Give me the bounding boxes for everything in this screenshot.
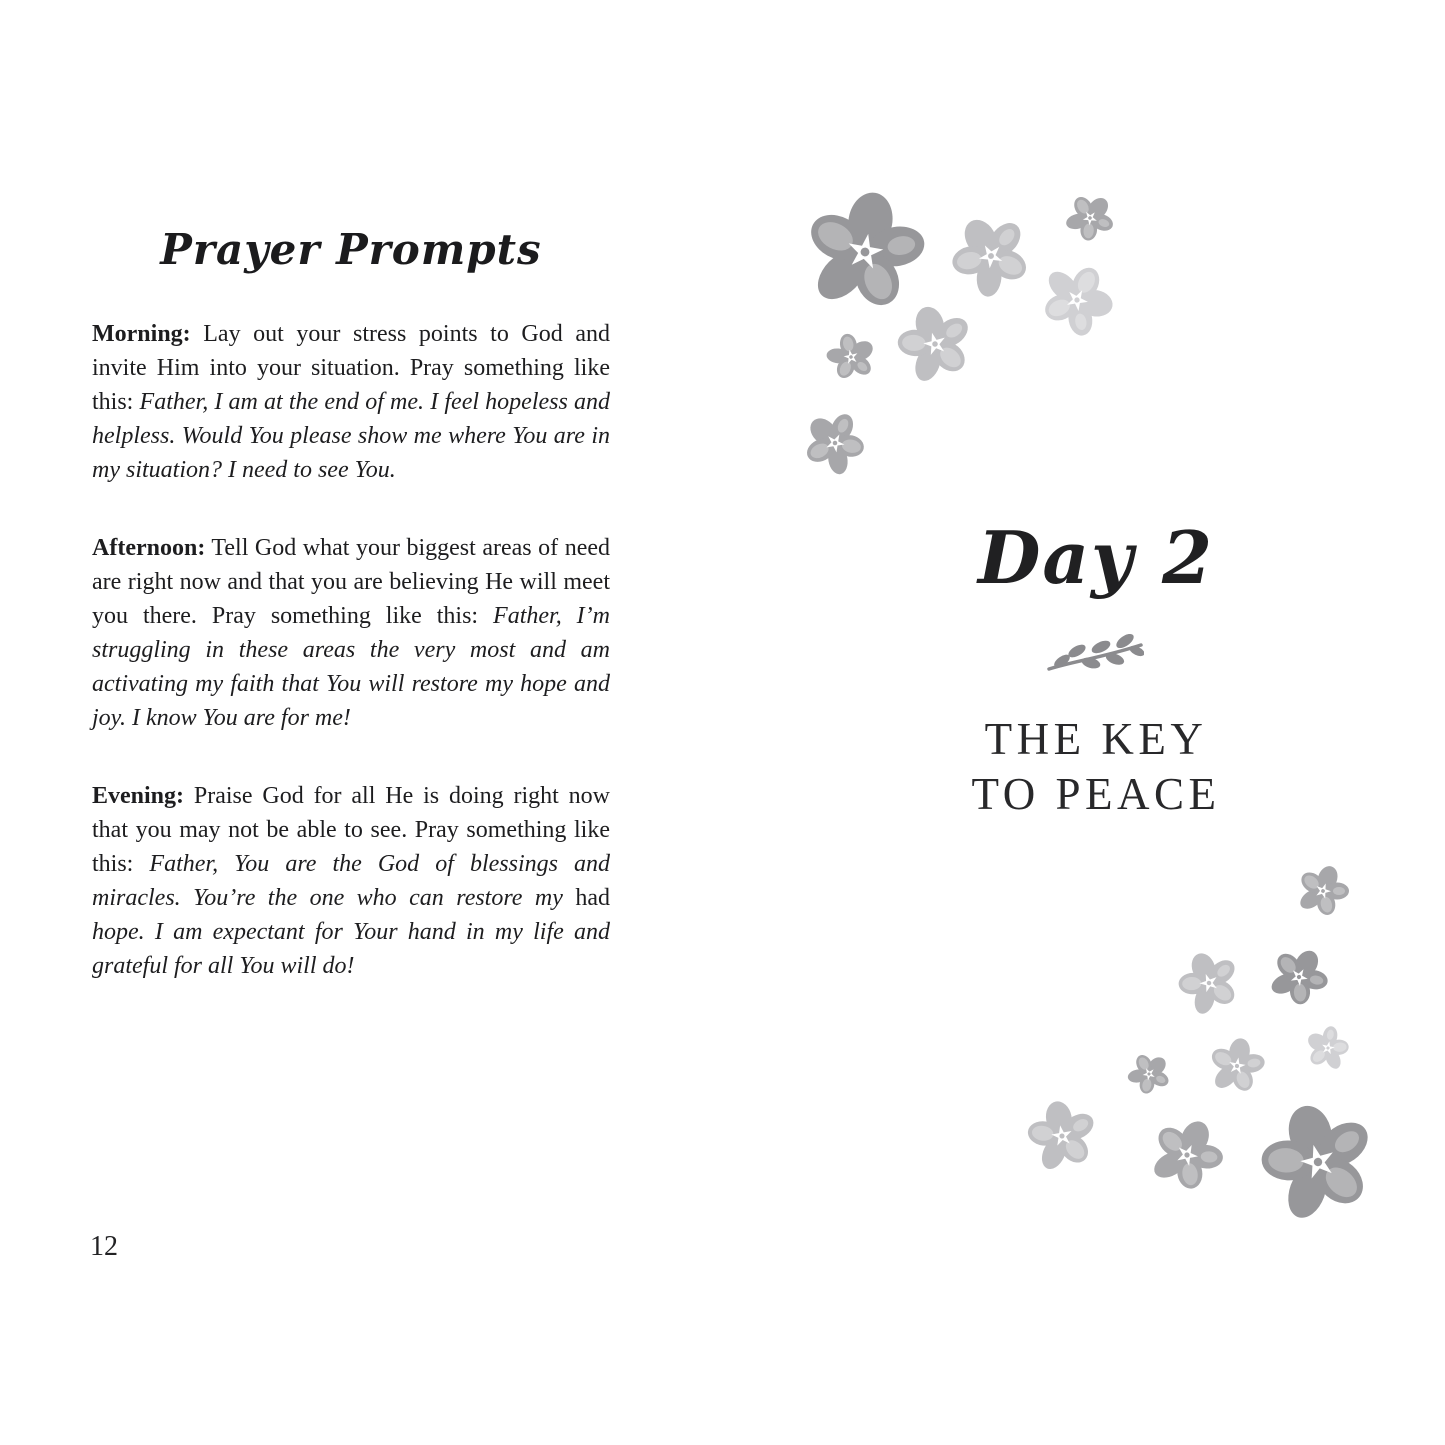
- day-heading: Day 2: [977, 515, 1215, 600]
- chapter-title: [856, 712, 1336, 822]
- prayer-prompt-paragraph: Evening: Praise God for all He is doing right now that you may not be able to see. Pray something like this: Father, You are the God of blessings and miracles. You’re the one who can restore my had hope. I am expectant for Your hand in my life and grateful for all You will do!: [92, 783, 611, 979]
- laurel-branch-svg: [1046, 632, 1144, 680]
- chapter-title-line1: THE KEY: [984, 714, 1208, 764]
- prayer-prompt-paragraph: Morning: Lay out your stress points to God and invite Him into your situation. Pray something like this: Father, I am at the end of me. I feel hopeless and helpless. Would You please show me where You are in my situation? I need to see You.: [92, 321, 611, 483]
- chapter-title-line2: TO PEACE: [971, 769, 1221, 819]
- prayer-prompt-paragraph: Afternoon: Tell God what your biggest areas of need are right now and that you are believing He will meet you there. Pray something like this: Father, I’m struggling in these areas the very most and am activating my faith that You will restore my hope and joy. I know You are for me!: [92, 535, 610, 731]
- left-page: [0, 0, 722, 1445]
- page-number: 12: [90, 1231, 118, 1262]
- prayer-prompt-sections: [92, 317, 610, 1027]
- page-title-prayer-prompts: Prayer Prompts: [160, 225, 542, 274]
- laurel-branch-icon: [1046, 632, 1144, 680]
